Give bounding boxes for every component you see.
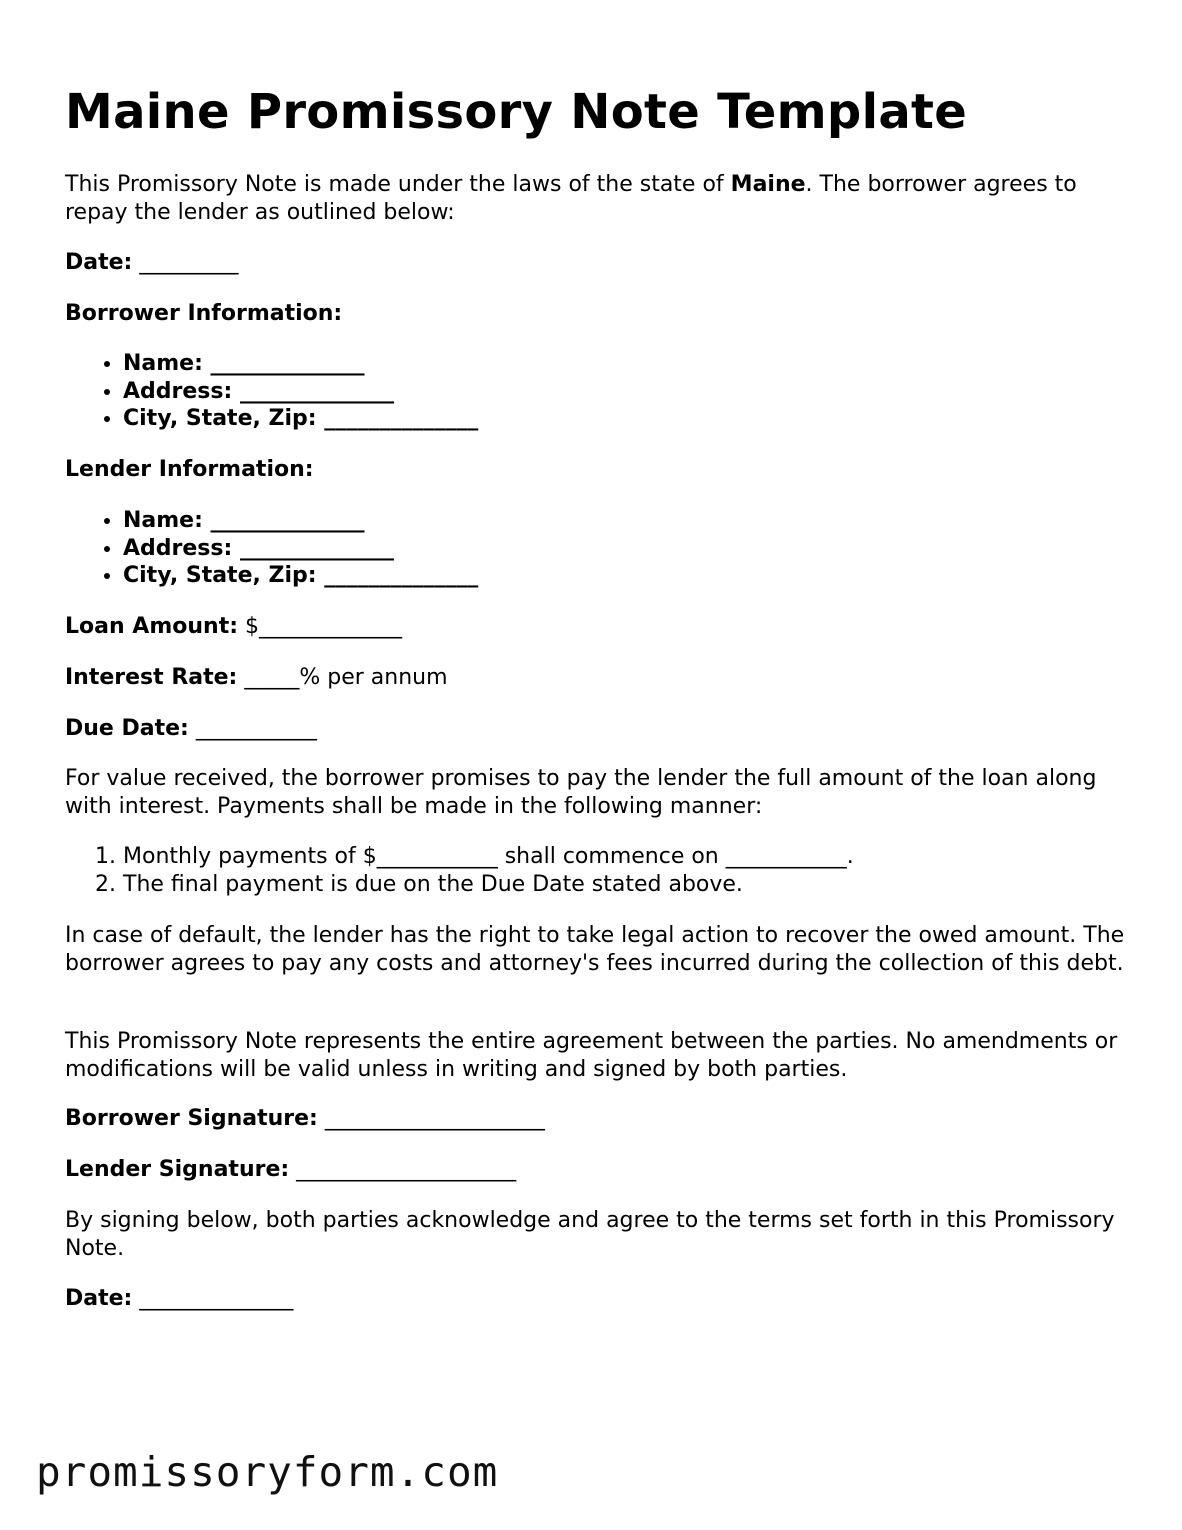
agreement-paragraph: This Promissory Note represents the entire agreement between the parties. No amendments or modifications will be valid unless in writing and signed by both parties. bbox=[65, 1029, 1118, 1082]
payment-item-monthly: 1. Monthly payments of $___________ shall commence on ___________. bbox=[123, 843, 1125, 871]
payment-item-final: 2. The final payment is due on the Due Date stated above. bbox=[123, 871, 1125, 899]
borrower-heading: Borrower Information: bbox=[65, 301, 343, 326]
borrower-signature-blank: ____________________ bbox=[317, 1106, 545, 1131]
lender-heading: Lender Information: bbox=[65, 457, 314, 482]
date-top-blank: _________ bbox=[132, 250, 239, 275]
loan-amount-line bbox=[65, 613, 1125, 641]
date-bottom-blank: ______________ bbox=[132, 1286, 294, 1311]
borrower-name-item: • Name: ______________ bbox=[123, 350, 1125, 378]
interest-rate-label: Interest Rate: bbox=[65, 665, 238, 690]
date-bottom-line bbox=[65, 1285, 1125, 1313]
interest-rate-line bbox=[65, 664, 1125, 692]
date-top-line bbox=[65, 249, 1125, 277]
payments-list bbox=[65, 843, 1125, 898]
lender-list bbox=[65, 507, 1125, 590]
loan-amount-value: $_____________ bbox=[238, 614, 403, 639]
payment-paragraph: For value received, the borrower promises to pay the lender the full amount of the loan along with interest. Payments shall be made in the following manner: bbox=[65, 766, 1097, 819]
intro-text-before: This Promissory Note is made under the laws of the state of bbox=[65, 172, 731, 197]
due-date-label: Due Date: bbox=[65, 716, 189, 741]
due-date-line bbox=[65, 715, 1125, 743]
date-top-label: Date: bbox=[65, 250, 133, 275]
intro-paragraph bbox=[65, 171, 1125, 226]
default-paragraph: In case of default, the lender has the right to take legal action to recover the owed amount. The borrower agrees to pay any costs and attorney's fees incurred during the collection of this debt. bbox=[65, 923, 1125, 976]
due-date-value: ___________ bbox=[188, 716, 317, 741]
interest-rate-value: _____% per annum bbox=[237, 665, 448, 690]
lender-address-item: • Address: ______________ bbox=[123, 535, 1125, 563]
lender-signature-line bbox=[65, 1156, 1125, 1184]
borrower-signature-line bbox=[65, 1105, 1125, 1133]
date-bottom-label: Date: bbox=[65, 1286, 133, 1311]
borrower-address-item: • Address: ______________ bbox=[123, 378, 1125, 406]
lender-name-item: • Name: ______________ bbox=[123, 507, 1125, 535]
borrower-list-wrap bbox=[65, 350, 1125, 433]
borrower-signature-label: Borrower Signature: bbox=[65, 1106, 318, 1131]
lender-list-wrap bbox=[65, 507, 1125, 590]
payments-list-wrap bbox=[65, 843, 1125, 898]
page-title: Maine Promissory Note Template bbox=[65, 84, 968, 140]
acknowledge-paragraph: By signing below, both parties acknowledge and agree to the terms set forth in this Promissory Note. bbox=[65, 1208, 1115, 1261]
borrower-city-item: • City, State, Zip: ______________ bbox=[123, 405, 1125, 433]
footer-watermark: promissoryform.com bbox=[36, 1448, 499, 1496]
borrower-list bbox=[65, 350, 1125, 433]
intro-text-after: . The borrower agrees to repay the lender as outlined below: bbox=[65, 172, 1077, 225]
lender-signature-label: Lender Signature: bbox=[65, 1157, 290, 1182]
lender-city-item: • City, State, Zip: ______________ bbox=[123, 562, 1125, 590]
lender-signature-blank: ____________________ bbox=[289, 1157, 517, 1182]
loan-amount-label: Loan Amount: bbox=[65, 614, 239, 639]
intro-state: Maine bbox=[730, 172, 806, 197]
